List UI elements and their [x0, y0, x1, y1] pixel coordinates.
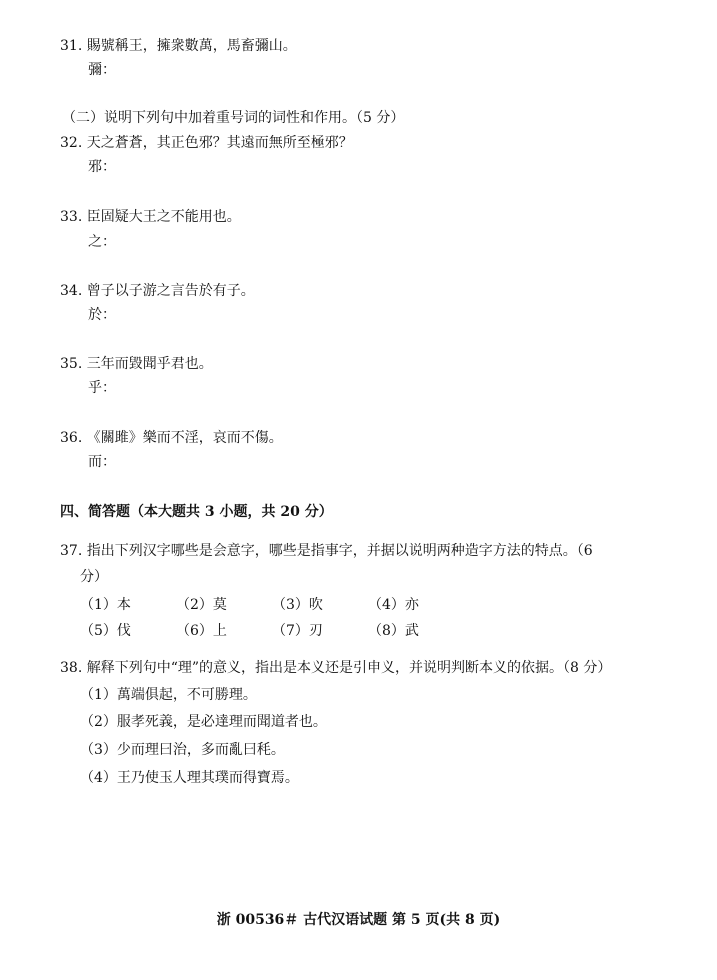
- question-35: 35. 三年而毀聞乎君也。: [60, 356, 213, 372]
- question-33: 33. 臣固疑大王之不能用也。: [60, 209, 241, 225]
- option-item: （7）刃: [272, 623, 323, 639]
- option-item: （5）伐: [80, 623, 131, 639]
- option-item: （4）亦: [368, 597, 419, 613]
- answer-label-32: 邪：: [88, 159, 116, 175]
- question-37: 37. 指出下列汉字哪些是会意字，哪些是指事字，并据以说明两种造字方法的特点。（6: [60, 543, 593, 559]
- option-item: （1）本: [80, 597, 131, 613]
- sentence-item: （2）服孝死義，是必達理而聞道者也。: [80, 714, 327, 730]
- option-item: （8）武: [368, 623, 419, 639]
- question-38: 38. 解释下列句中“理”的意义，指出是本义还是引申义，并说明判断本义的依据。（8 分）: [60, 660, 612, 676]
- question-36: 36. 《關雎》樂而不淫，哀而不傷。: [60, 430, 283, 446]
- option-item: （2）莫: [176, 597, 227, 613]
- answer-label-33: 之：: [88, 234, 116, 250]
- sentence-item: （3）少而理曰治，多而亂曰秏。: [80, 742, 285, 758]
- sentence-item: （4）王乃使玉人理其璞而得寶焉。: [80, 770, 299, 786]
- answer-label-34: 於：: [88, 307, 116, 323]
- answer-label-35: 乎：: [88, 380, 116, 396]
- part-2-header: （二）说明下列句中加着重号词的词性和作用。（5 分）: [62, 110, 405, 126]
- question-32: 32. 天之蒼蒼，其正色邪？其遠而無所至極邪？: [60, 135, 353, 151]
- question-31: 31. 賜號稱王，擁衆數萬，馬畜彌山。: [60, 38, 297, 54]
- page-footer: 浙 00536＃ 古代汉语试题 第 5 页(共 8 页): [216, 912, 501, 928]
- answer-label-36: 而：: [88, 454, 116, 470]
- answer-label-31: 彌：: [88, 62, 116, 78]
- question-34: 34. 曾子以子游之言告於有子。: [60, 283, 255, 299]
- sentence-item: （1）萬端俱起，不可勝理。: [80, 687, 257, 703]
- section-4-header: 四、简答题（本大题共 3 小题，共 20 分）: [60, 504, 333, 520]
- option-item: （3）吹: [272, 597, 323, 613]
- option-item: （6）上: [176, 623, 227, 639]
- question-37-continued: 分）: [80, 569, 108, 585]
